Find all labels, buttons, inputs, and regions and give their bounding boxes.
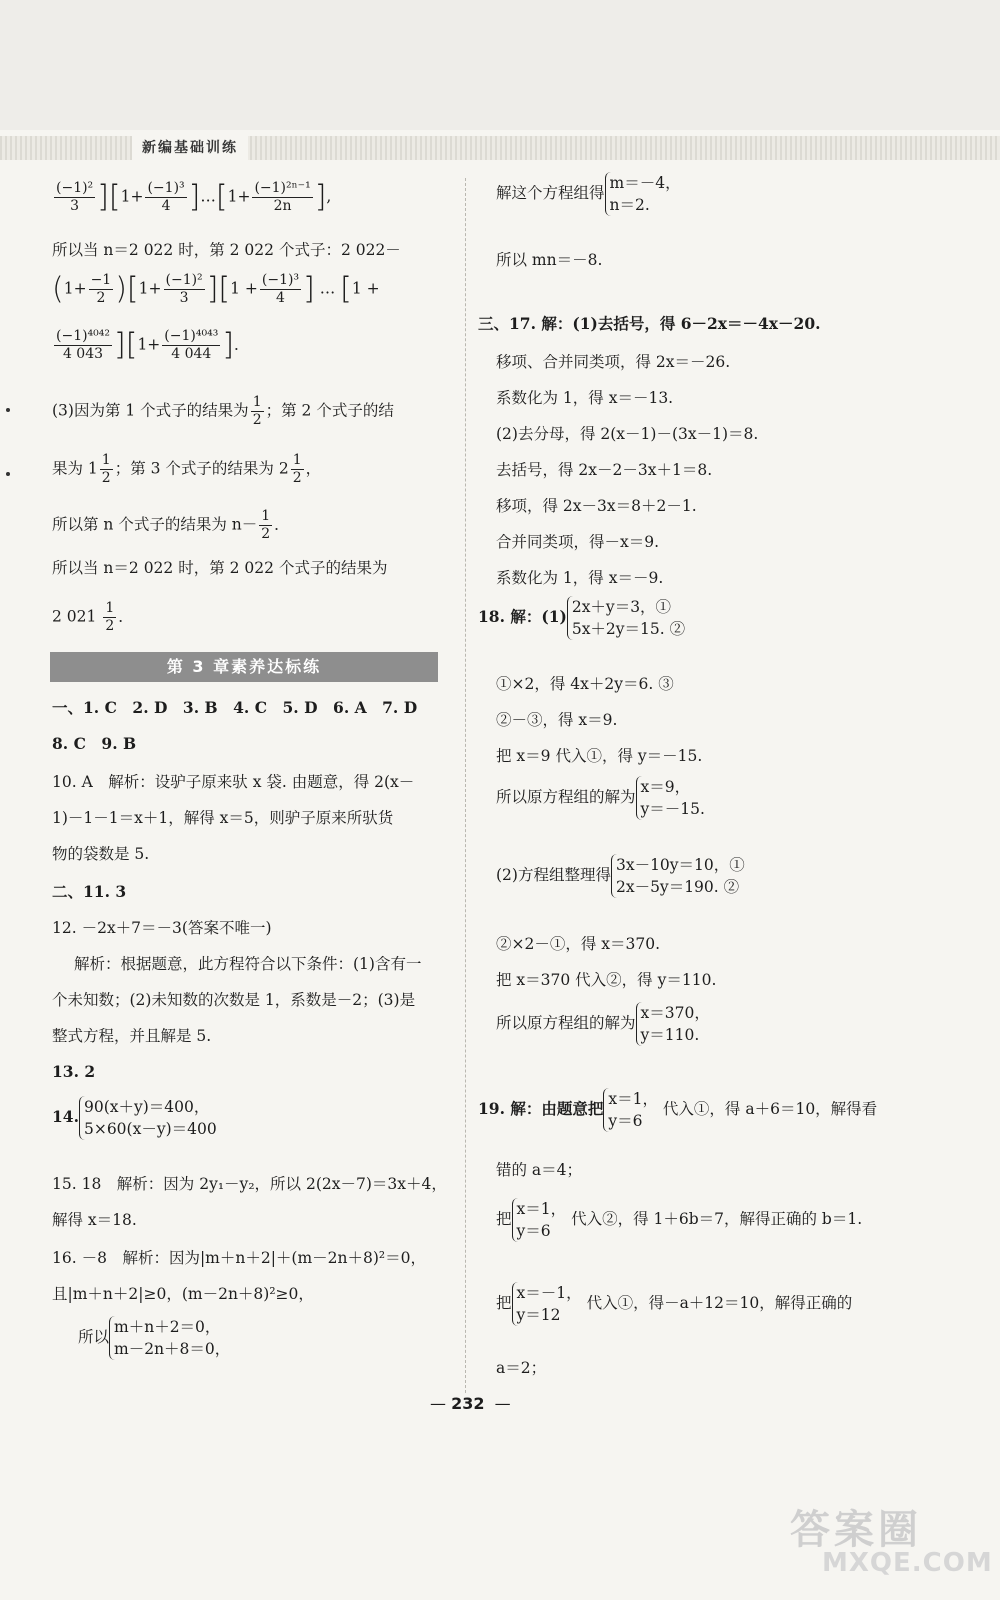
answer-line: 13. 2: [52, 1062, 96, 1081]
text-line: 所以原方程组的解为 x＝9， y＝－15.: [496, 778, 705, 818]
section-title: 第 3 章素养达标练: [50, 652, 438, 682]
answer-line: 10. A 解析：设驴子原来驮 x 袋. 由题意，得 2(x－: [52, 773, 415, 791]
text-line: ②×2－①，得 x＝370.: [496, 935, 661, 953]
formula-line: $\frac{\text{(−1)²}}{3}$ ][1+ $\frac{\text{(−1)³}}{4}$ ]…[1+ $\frac{\text{(−1)²ⁿ⁻¹}}{2n}$ ],: [56, 179, 332, 215]
text-line: 合并同类项，得－x＝9.: [496, 533, 660, 551]
text-line: 把 x＝－1， y＝12 代入①，得－a＋12＝10，解得正确的: [496, 1284, 853, 1324]
answer-line: 物的袋数是 5.: [52, 845, 150, 863]
text-line: 把 x＝1， y＝6 代入②，得 1＋6b＝7，解得正确的 b＝1.: [496, 1200, 863, 1240]
text-line: 把 x＝9 代入①，得 y＝－15.: [496, 747, 703, 765]
text-line: 去括号，得 2x－2－3x＋1＝8.: [496, 461, 713, 479]
watermark-url: MXQE.COM: [822, 1548, 993, 1578]
text-line: 2 021 $\frac{1}{2}$ ．: [52, 600, 134, 634]
text-line: 所以当 n＝2 022 时，第 2 022 个式子：2 022－: [52, 241, 401, 259]
answer-line: 14. 90(x＋y)＝400， 5×60(x－y)＝400: [52, 1098, 217, 1138]
text-line: 移项、合并同类项，得 2x＝－26.: [496, 353, 731, 371]
answer-line: 二、11. 3: [52, 882, 127, 901]
answer-line: 且|m＋n＋2|≥0，(m－2n＋8)²≥0，: [52, 1285, 314, 1303]
page-number: — 232 —: [430, 1394, 511, 1413]
page-top-margin: [0, 0, 1000, 130]
text-line: 三、17. 解：(1)去括号，得 6－2x＝－4x－20.: [478, 314, 821, 333]
text-line: 解这个方程组得 m＝－4， n＝2.: [496, 174, 681, 214]
text-line: 所以当 n＝2 022 时，第 2 022 个式子的结果为: [52, 559, 388, 577]
text-line: 把 x＝370 代入②，得 y＝110.: [496, 971, 717, 989]
text-line: 错的 a＝4；: [496, 1161, 583, 1179]
answer-line: 一、1. C 2. D 3. B 4. C 5. D 6. A 7. D: [52, 698, 418, 717]
text-line: 移项，得 2x－3x＝8＋2－1.: [496, 497, 697, 515]
text-line: 所以原方程组的解为 x＝370， y＝110.: [496, 1004, 710, 1044]
text-line: (2)方程组整理得 3x－10y＝10，① 2x－5y＝190. ②: [496, 856, 745, 896]
text-line: (2)去分母，得 2(x－1)－(3x－1)＝8.: [496, 425, 759, 443]
column-divider: [465, 178, 466, 1393]
text-line: 果为 1 $\frac{1}{2}$ ；第 3 个式子的结果为 2 $\frac{1}{2}$ ，: [52, 452, 322, 486]
watermark-logo: 答案圈: [790, 1507, 922, 1553]
text-line: 18. 解：(1) 2x＋y＝3，① 5x＋2y＝15. ②: [478, 598, 686, 638]
text-line: 系数化为 1，得 x＝－9.: [496, 569, 664, 587]
formula-line: (1+ $\frac{-1}{2}$ )[1+ $\frac{\text{(−1)²}}{3}$ ][1 + $\frac{\text{(−1)³}}{4}$ ] … [1 +: [52, 271, 380, 307]
margin-mark: [6, 408, 10, 412]
answer-line: 16. －8 解析：因为|m＋n＋2|＋(m－2n＋8)²＝0，: [52, 1249, 426, 1267]
text-line: 系数化为 1，得 x＝－13.: [496, 389, 674, 407]
text-line: 所以第 n 个式子的结果为 n－ $\frac{1}{2}$ ．: [52, 508, 290, 542]
text-line: ②－③，得 x＝9.: [496, 711, 618, 729]
formula-line: $\frac{\text{(−1)⁴⁰⁴²}}{4 043}$ ][1+ $\frac{\text{(−1)⁴⁰⁴³}}{4 044}$ ]．: [56, 327, 250, 363]
answer-line: 15. 18 解析：因为 2y₁－y₂，所以 2(2x－7)＝3x＋4，: [52, 1175, 447, 1193]
text-line: a＝2；: [496, 1359, 547, 1377]
answer-line: 1)－1－1＝x＋1，解得 x＝5，则驴子原来所驮货: [52, 809, 394, 827]
text-line: 19. 解：由题意把 x＝1， y＝6 代入①，得 a＋6＝10，解得看: [478, 1090, 878, 1130]
text-line: (3)因为第 1 个式子的结果为 $\frac{1}{2}$ ；第 2 个式子的结: [52, 394, 394, 428]
answer-line: 解得 x＝18.: [52, 1211, 137, 1229]
text-line: ①×2，得 4x＋2y＝6. ③: [496, 675, 674, 693]
answer-line: 所以 m＋n＋2＝0， m－2n＋8＝0，: [78, 1318, 231, 1358]
answer-line: 8. C 9. B: [52, 734, 137, 753]
series-title: 新编基础训练: [132, 136, 248, 160]
text-line: 所以 mn＝－8.: [496, 251, 603, 269]
answer-line: 12. －2x＋7＝－3(答案不唯一): [52, 919, 272, 937]
answer-line: 个未知数；(2)未知数的次数是 1，系数是－2；(3)是: [52, 991, 416, 1009]
margin-mark: [6, 472, 10, 476]
answer-line: 整式方程，并且解是 5.: [52, 1027, 212, 1045]
answer-line: 解析：根据题意，此方程符合以下条件：(1)含有一: [74, 955, 422, 973]
